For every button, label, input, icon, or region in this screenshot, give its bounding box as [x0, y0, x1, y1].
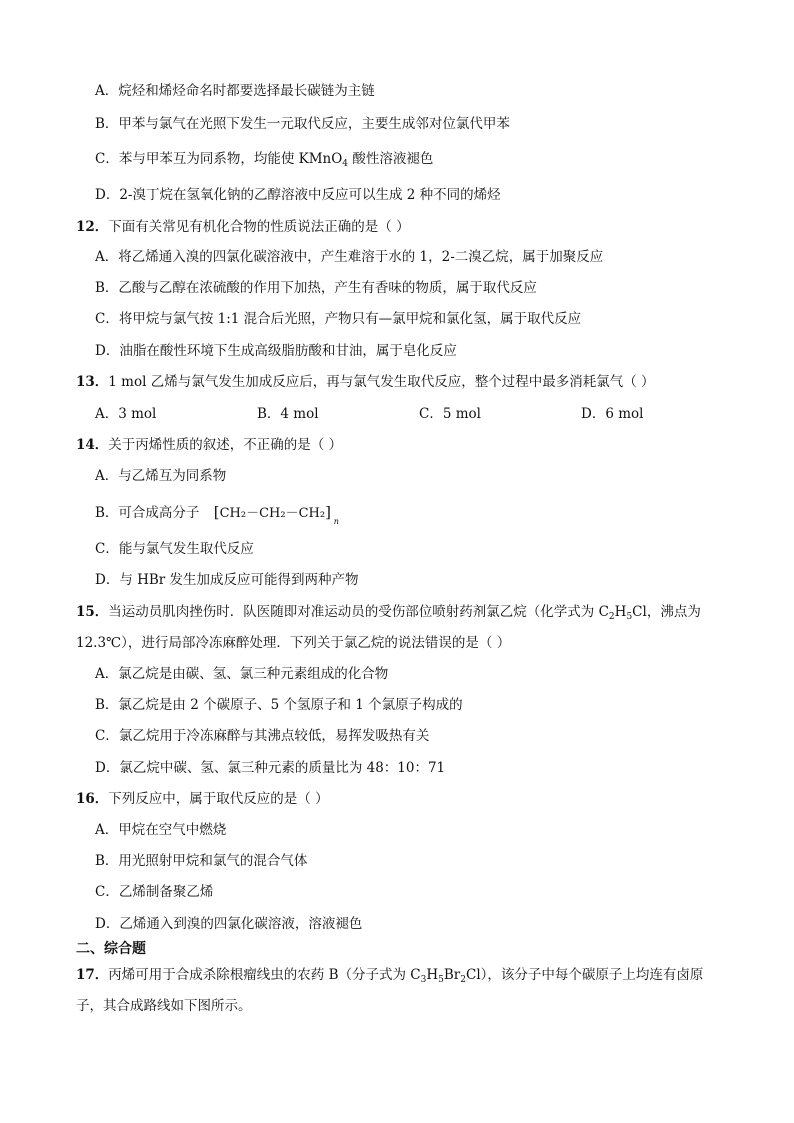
q17-sub3: 2 — [460, 975, 466, 985]
q12-option-d: D．油脂在酸性环境下生成高级脂肪酸和甘油，属于皂化反应 — [95, 343, 457, 359]
polymer-close-bracket: ] — [325, 503, 331, 521]
q16-stem — [76, 790, 329, 808]
q17-stem-line1 — [76, 966, 703, 984]
q14-text: 关于丙烯性质的叙述，不正确的是（ ） — [108, 437, 343, 453]
q12-option-a: A．将乙烯通入溴的四氯化碳溶液中，产生难溶于水的 1，2-二溴乙烷，属于加聚反应 — [95, 249, 604, 265]
q11-option-a: A．烷烃和烯烃命名时都要选择最长碳链为主链 — [95, 83, 375, 99]
q15-sub1: 2 — [608, 612, 615, 622]
q16-option-c: C．乙烯制备聚乙烯 — [95, 884, 214, 900]
q15-stem-line1 — [76, 603, 701, 621]
q15-option-c: C．氯乙烷用于冷冻麻醉与其沸点较低，易挥发吸热有关 — [95, 728, 430, 744]
q14-stem — [76, 436, 342, 454]
q14-option-d: D．与 HBr 发生加成反应可能得到两种产物 — [95, 572, 359, 588]
q17-mid2: Br — [443, 967, 461, 983]
polymer-formula — [213, 503, 339, 526]
q13-option-b: B．4 mol — [257, 406, 319, 422]
q15-mid: H — [614, 604, 627, 620]
q16-option-a: A．甲烷在空气中燃烧 — [95, 822, 227, 838]
polymer-open-bracket: [ — [213, 503, 220, 521]
q11-c-pre: C．苯与甲苯互为同系物，均能使 KMnO — [95, 151, 343, 167]
q13-stem — [76, 373, 655, 391]
q16-option-d: D．乙烯通入到溴的四氯化碳溶液，溶液褪色 — [95, 916, 363, 932]
section-heading: 二、综合题 — [76, 941, 146, 957]
q16-text: 下列反应中，属于取代反应的是（ ） — [108, 791, 329, 807]
q15-number: 15． — [76, 604, 109, 620]
q14-b-text: B．可合成高分子 — [95, 505, 200, 521]
q15-option-d: D．氯乙烷中碳、氢、氯三种元素的质量比为 48：10：71 — [95, 760, 446, 776]
q13-option-d: D．6 mol — [581, 406, 644, 422]
q11-option-c — [95, 150, 433, 168]
q17-pre: 丙烯可用于合成杀除根瘤线虫的农药 B（分子式为 C — [108, 967, 421, 983]
polymer-repeat-unit: CH₂－CH₂－CH₂ — [219, 506, 326, 521]
q13-text: 1 mol 乙烯与氯气发生加成反应后，再与氯气发生取代反应，整个过程中最多消耗氯气（ ） — [108, 374, 655, 390]
q15-stem-pre: 当运动员肌肉挫伤时．队医随即对准运动员的受伤部位喷射药剂氯乙烷（化学式为 C — [108, 604, 609, 620]
q17-sub1: 3 — [420, 975, 427, 985]
q12-option-b: B．乙酸与乙醇在浓硫酸的作用下加热，产生有香味的物质，属于取代反应 — [95, 280, 537, 296]
q14-option-a: A．与乙烯互为同系物 — [95, 468, 227, 484]
q13-option-a: A．3 mol — [95, 406, 157, 422]
q17-stem-line2: 子，其合成路线如下图所示。 — [76, 998, 252, 1014]
q15-sub2: 5 — [626, 612, 633, 622]
q14-option-b — [95, 503, 339, 526]
q17-post: Cl），该分子中每个碳原子上均连有卤原 — [466, 967, 704, 983]
q17-sub2: 5 — [438, 975, 444, 985]
q11-option-b: B．甲苯与氯气在光照下发生一元取代反应，主要生成邻对位氯代甲苯 — [95, 116, 510, 132]
q17-number: 17． — [76, 967, 109, 983]
q15-stem-post: Cl，沸点为 — [632, 604, 701, 620]
q17-mid1: H — [426, 967, 439, 983]
q16-option-b: B．用光照射甲烷和氯气的混合气体 — [95, 853, 308, 869]
q15-stem-line2: 12.3℃），进行局部冷冻麻醉处理．下列关于氯乙烷的说法错误的是（ ） — [76, 635, 511, 651]
q13-option-c: C．5 mol — [419, 406, 481, 422]
q12-text: 下面有关常见有机化合物的性质说法正确的是（ ） — [108, 219, 410, 235]
q11-option-d: D．2-溴丁烷在氢氧化钠的乙醇溶液中反应可以生成 2 种不同的烯烃 — [95, 187, 501, 203]
q11-c-sub: 4 — [342, 159, 349, 169]
q13-number: 13． — [76, 374, 109, 390]
q14-option-c: C．能与氯气发生取代反应 — [95, 541, 254, 557]
polymer-n: n — [333, 517, 339, 526]
q12-number: 12． — [76, 219, 109, 235]
q15-option-b: B．氯乙烷是由 2 个碳原子、5 个氢原子和 1 个氯原子构成的 — [95, 697, 463, 713]
q11-c-post: 酸性溶液褪色 — [348, 151, 434, 167]
q16-number: 16． — [76, 791, 109, 807]
q12-stem — [76, 218, 410, 236]
q14-number: 14． — [76, 437, 109, 453]
q15-option-a: A．氯乙烷是由碳、氢、氯三种元素组成的化合物 — [95, 666, 389, 682]
q12-option-c: C．将甲烷与氯气按 1:1 混合后光照，产物只有—氯甲烷和氯化氢，属于取代反应 — [95, 311, 582, 327]
